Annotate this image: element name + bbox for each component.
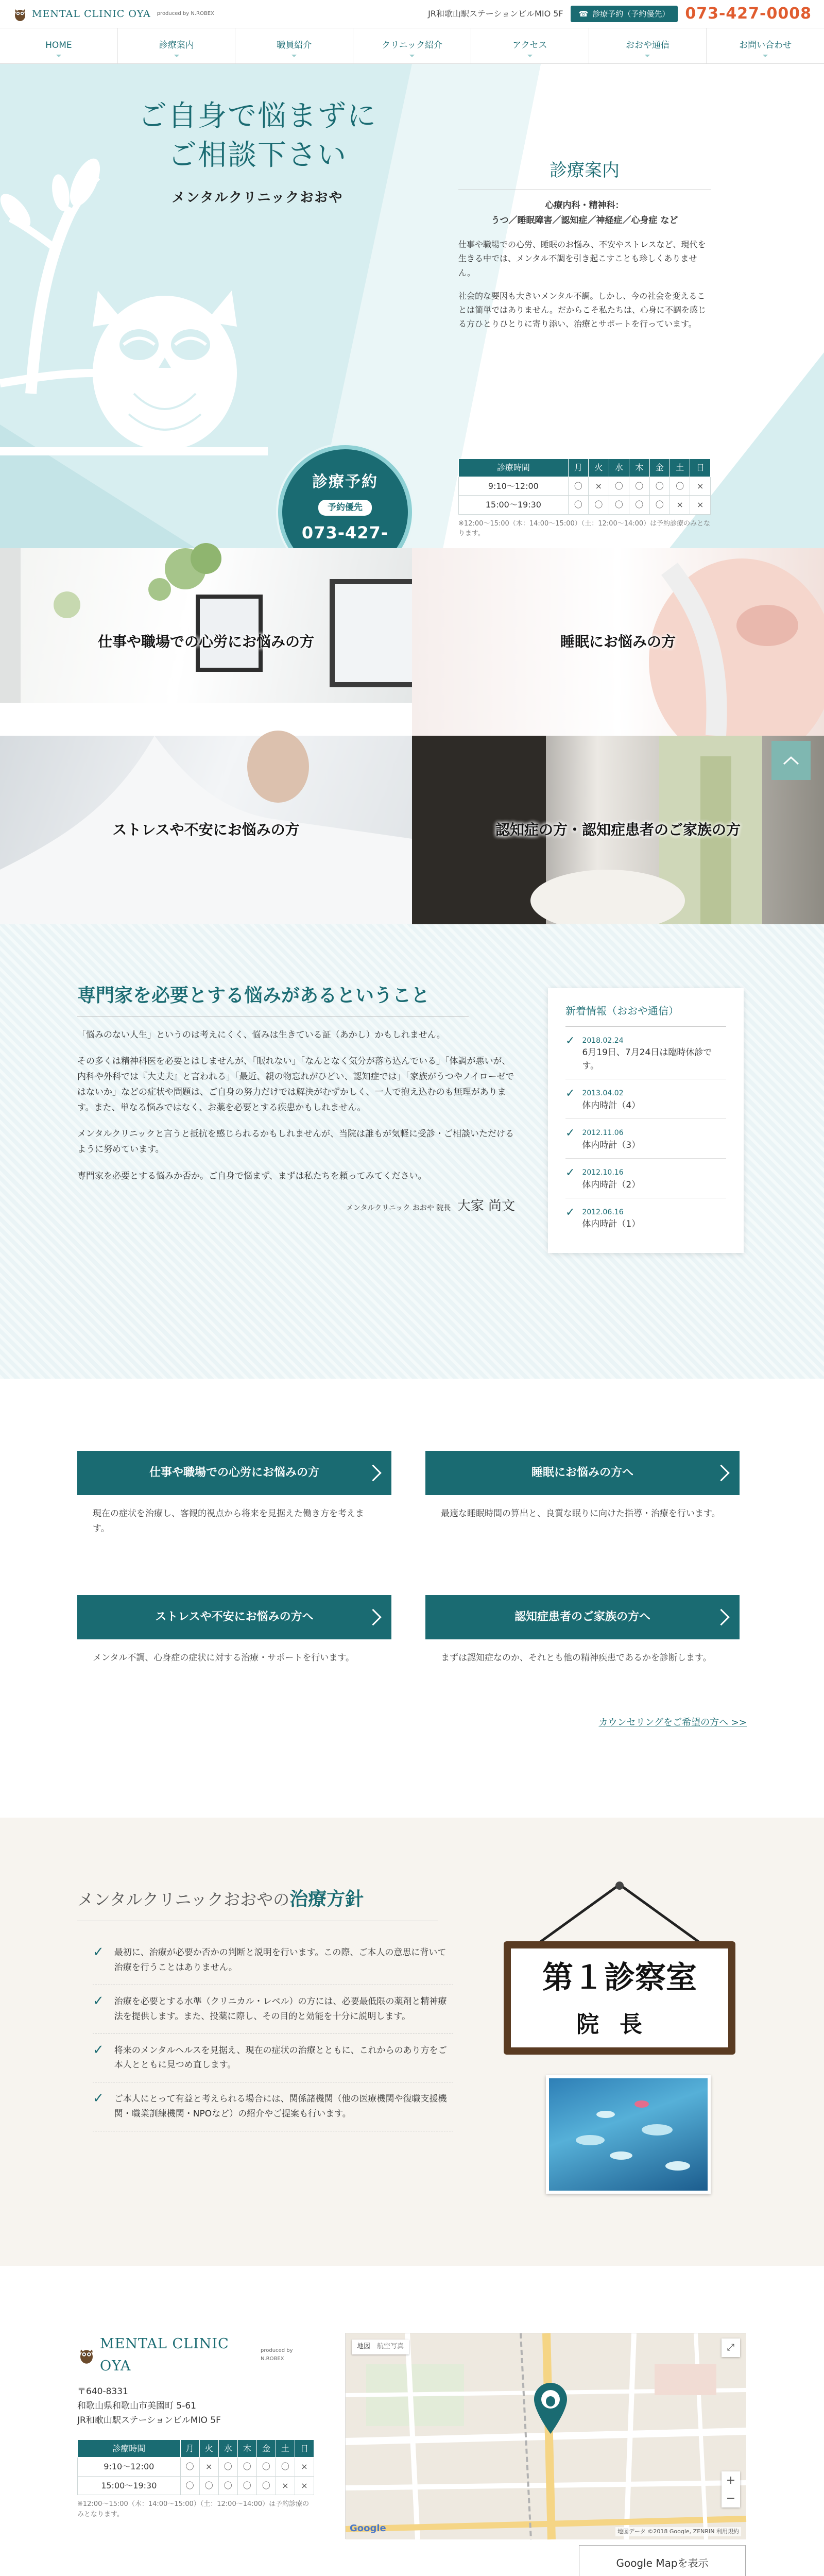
news-text: 体内時計（3）	[582, 1140, 641, 1150]
sign-hanger	[504, 1879, 735, 1946]
concern-photo-grid	[0, 548, 824, 924]
reserve-label: 診療予約（予約優先）	[592, 9, 670, 19]
google-logo: Google	[350, 2523, 386, 2534]
expert-paragraph-1: 「悩みのない人生」というのは考えにくく、悩みは生きている証（あかし）かもしれません。	[77, 1029, 445, 1040]
hours-header: 日	[690, 459, 711, 477]
policy-item	[93, 1985, 453, 2034]
sign-room-text: 第１診察室	[542, 1959, 697, 1996]
policy-text: 治療を必要とする水準（クリニカル・レベル）の方には、必要最低限の薬剤と精神療法を提供します。また、投薬に際し、その目的と効能を十分に説明します。	[114, 1996, 447, 2022]
counseling-link[interactable]: カウンセリングをご希望の方へ >>	[598, 1717, 747, 1728]
category-work	[77, 1451, 391, 1536]
google-map[interactable]	[345, 2333, 746, 2539]
hours-header: 月	[180, 2439, 199, 2458]
category-stress-button[interactable]: ストレスや不安にお悩みの方へ	[77, 1595, 391, 1639]
hours-mark: 〇	[237, 2476, 256, 2495]
director-title: メンタルクリニック おおや 院長	[346, 1204, 451, 1212]
hours-header: 土	[670, 459, 690, 477]
hours-row	[78, 2476, 314, 2495]
news-date: 2018.02.24	[582, 1037, 624, 1045]
hours-header: 水	[218, 2439, 237, 2458]
hero-subtitle: メンタルクリニックおおや	[171, 190, 344, 206]
expert-message	[77, 981, 515, 1217]
footer-address-line1: 和歌山県和歌山市美園町 5-61	[77, 2401, 196, 2412]
photo-sleep[interactable]	[412, 548, 824, 736]
map-type-tabs[interactable]	[352, 2340, 409, 2354]
hours-header: 診療時間	[459, 459, 569, 477]
hours-header: 木	[629, 459, 649, 477]
hours-mark: ×	[670, 496, 690, 515]
site-logo[interactable]	[12, 6, 214, 22]
nav-clinic[interactable]: クリニック紹介	[353, 28, 471, 63]
clinic-info-panel	[458, 157, 711, 331]
reserve-circle-phone: 073-427-	[301, 523, 389, 543]
news-item[interactable]	[565, 1159, 726, 1198]
news-item[interactable]	[565, 1119, 726, 1159]
policy-title	[77, 1885, 438, 1921]
fish-painting	[546, 2075, 711, 2194]
nav-guide[interactable]: 診療案内	[118, 28, 236, 63]
hours-header: 月	[568, 459, 588, 477]
logo-sub: produced by N.ROBEX	[157, 10, 214, 16]
hours-header: 水	[609, 459, 629, 477]
photo-dementia[interactable]	[412, 736, 824, 924]
news-date: 2012.06.16	[582, 1208, 624, 1217]
logo-text: MENTAL CLINIC OYA	[32, 8, 151, 20]
hours-time: 9:10〜12:00	[459, 477, 569, 496]
hours-mark: ×	[690, 477, 711, 496]
director-name: 大家 尚文	[457, 1198, 515, 1214]
hours-mark: ×	[295, 2476, 314, 2495]
policy-text: 最初に、治療が必要か否かの判断と説明を行います。この際、ご本人の意思に背いて治療を行うことはありません。	[114, 1947, 447, 1973]
check-icon: ✓	[93, 2042, 104, 2058]
info-dept-2: うつ／睡眠障害／認知症／神経症／心身症 など	[491, 215, 678, 226]
check-icon: ✓	[565, 1035, 575, 1047]
hours-header-row	[78, 2439, 314, 2458]
hours-row	[78, 2458, 314, 2477]
map-streets	[346, 2333, 746, 2539]
hours-mark: 〇	[180, 2476, 199, 2495]
hours-header-row	[459, 459, 711, 477]
zoom-out-icon[interactable]: −	[726, 2492, 736, 2505]
map-pin-icon	[530, 2380, 571, 2436]
scroll-top-button[interactable]	[771, 741, 811, 780]
hours-header: 診療時間	[78, 2439, 181, 2458]
footer-logo[interactable]	[77, 2333, 314, 2377]
info-text-1: 仕事や職場での心労、睡眠のお悩み、不安やストレスなど、現代を生きる中では、メンタル不調を引き起こすことも珍しくありません。	[458, 240, 706, 278]
category-dementia-button[interactable]: 認知症患者のご家族の方へ	[425, 1595, 740, 1639]
nav-news[interactable]: おおや通信	[589, 28, 707, 63]
hours-mark: 〇	[218, 2458, 237, 2477]
check-icon: ✓	[565, 1127, 575, 1140]
hours-mark: ×	[589, 477, 609, 496]
news-title[interactable]: 新着情報（おおや通信）	[565, 1003, 726, 1027]
hours-time: 15:00〜19:30	[78, 2476, 181, 2495]
hours-mark: 〇	[649, 496, 670, 515]
hours-header: 火	[589, 459, 609, 477]
sign-director-text: 院長	[576, 2011, 663, 2038]
info-dept-1: 心療内科・精神科：	[545, 200, 624, 211]
hours-mark: 〇	[256, 2476, 276, 2495]
expert-title: 専門家を必要とする悩みがあるということ	[77, 981, 469, 1016]
hours-mark: ×	[690, 496, 711, 515]
footer-logo-sub: produced by N.ROBEX	[261, 2348, 293, 2362]
expert-paragraph-2: その多くは精神科医を必要とはしませんが、「眠れない」「なんとなく気分が落ち込んでいる」「体調が悪いが、内科や外科では『大丈夫』と言われる」「最近、親の物忘れがひどい、認知症では」「家族がうつやノイローゼではないか」などの症状や問題は、ご自身の努力だけでは解決がむずかしく、一人で抱え込むのも無理があります。また、単なる悩みではなく、お薬を必要とする疾患かもしれません。	[77, 1056, 514, 1113]
hours-header: 木	[237, 2439, 256, 2458]
hours-mark: ×	[295, 2458, 314, 2477]
phone-icon: ☎	[578, 9, 589, 19]
hours-header: 金	[256, 2439, 276, 2458]
header-address: JR和歌山駅ステーションビルMIO 5F	[428, 9, 563, 19]
hours-time: 9:10〜12:00	[78, 2458, 181, 2477]
hours-header: 日	[295, 2439, 314, 2458]
news-text: 6月19日、7月24日は臨時休診です。	[582, 1047, 712, 1071]
hours-row	[459, 496, 711, 515]
hours-mark: 〇	[218, 2476, 237, 2495]
check-icon: ✓	[93, 1993, 104, 2009]
director-signature	[77, 1196, 515, 1217]
photo-caption-dementia: 認知症の方・認知症患者のご家族の方	[495, 821, 741, 838]
map-tab-map[interactable]: 地図	[357, 2343, 371, 2350]
check-icon: ✓	[565, 1087, 575, 1100]
check-icon: ✓	[565, 1166, 575, 1180]
hours-mark: 〇	[629, 496, 649, 515]
photo-caption-stress: ストレスや不安にお悩みの方	[112, 821, 300, 838]
expert-paragraph-4: 専門家を必要とする悩みか否か。ご自身で悩まず、まずは私たちを頼ってみてください。	[77, 1171, 427, 1181]
header-contact	[428, 2, 812, 26]
hours-header: 金	[649, 459, 670, 477]
hours-mark: ×	[276, 2476, 295, 2495]
category-dementia-desc: まずは認知症なのか、それとも他の精神疾患であるかを診断します。	[441, 1653, 712, 1663]
policy-list	[93, 1936, 453, 2131]
hours-header: 火	[199, 2439, 218, 2458]
hours-mark: 〇	[199, 2476, 218, 2495]
hours-mark: 〇	[670, 477, 690, 496]
hours-mark: 〇	[589, 496, 609, 515]
nav-access[interactable]: アクセス	[471, 28, 589, 63]
header-phone[interactable]: 073-427-0008	[685, 5, 812, 23]
expert-section	[0, 924, 824, 1379]
expert-paragraph-3: メンタルクリニックと言うと抵抗を感じられるかもしれませんが、当院は誰もが気軽に受診・ご相談いただけるように努めています。	[77, 1129, 514, 1155]
consultation-room-sign	[504, 1941, 735, 2055]
policy-item	[93, 2034, 453, 2083]
owl-logo-icon	[12, 6, 28, 22]
hours-mark: 〇	[629, 477, 649, 496]
news-text: 体内時計（2）	[582, 1179, 641, 1190]
photo-caption-sleep: 睡眠にお悩みの方	[560, 633, 676, 650]
hero-title-line1: ご自身で悩まずに	[138, 99, 377, 133]
check-icon: ✓	[565, 1206, 575, 1219]
hours-mark: 〇	[256, 2458, 276, 2477]
policy-title-em: 治療方針	[289, 1889, 364, 1910]
news-item[interactable]	[565, 1027, 726, 1079]
news-text: 体内時計（4）	[582, 1100, 641, 1111]
hours-time: 15:00〜19:30	[459, 496, 569, 515]
hero-title-line2: ご相談下さい	[168, 138, 347, 172]
news-text: 体内時計（1）	[582, 1219, 641, 1230]
hours-mark: 〇	[609, 477, 629, 496]
policy-text: ご本人にとって有益と考えられる場合には、関係諸機関（他の医療機関や復職支援機関・職業訓練機関・NPOなど）の紹介やご提案も行います。	[114, 2094, 447, 2120]
expert-body	[77, 1028, 515, 1184]
news-item[interactable]	[565, 1079, 726, 1119]
news-date: 2012.11.06	[582, 1129, 624, 1138]
category-stress	[77, 1595, 391, 1666]
footer-hours-block	[77, 2439, 314, 2520]
hours-mark: 〇	[568, 477, 588, 496]
hero-section	[0, 64, 824, 548]
hours-mark: 〇	[649, 477, 670, 496]
policy-section	[0, 1818, 824, 2266]
hours-header: 土	[276, 2439, 295, 2458]
footer-logo-text: MENTAL CLINIC OYA	[100, 2336, 229, 2375]
sign-inner	[511, 1948, 728, 2047]
hours-note: ※12:00〜15:00（木：14:00〜15:00）（土：12:00〜14:00）は予約診療のみとなります。	[458, 519, 711, 538]
news-date: 2013.04.02	[582, 1089, 624, 1098]
map-fullscreen-icon[interactable]: ⤢	[722, 2338, 740, 2357]
footer-info-section	[0, 2266, 824, 2576]
map-zoom-control[interactable]	[722, 2471, 740, 2507]
check-icon: ✓	[93, 1944, 104, 1960]
hours-mark: 〇	[609, 496, 629, 515]
consultation-room-image	[504, 1879, 735, 2189]
zoom-in-icon[interactable]: +	[726, 2474, 736, 2487]
nav-contact[interactable]: お問い合わせ	[707, 28, 824, 63]
category-sleep	[425, 1451, 740, 1521]
main-nav	[0, 28, 824, 64]
top-header	[0, 0, 824, 28]
category-section	[0, 1379, 824, 1818]
open-google-map-button[interactable]: Google Mapを表示	[579, 2545, 746, 2576]
chevron-up-icon	[782, 755, 800, 766]
map-credit: 地図データ ©2018 Google, ZENRIN 利用規約	[615, 2527, 741, 2536]
hours-mark: ×	[199, 2458, 218, 2477]
hours-mark: 〇	[568, 496, 588, 515]
category-dementia	[425, 1595, 740, 1666]
fish-painting-art	[549, 2078, 708, 2191]
photo-caption-work: 仕事や職場での心労にお悩みの方	[97, 633, 314, 650]
reserve-circle-pill: 予約優先	[318, 500, 372, 516]
policy-item	[93, 1936, 453, 1985]
hours-mark: 〇	[276, 2458, 295, 2477]
info-text-2: 社会的な要因も大きいメンタル不調。しかし、今の社会を変えることは簡単ではありません。だからこそ私たちは、心身に不調を感じる方ひとりひとりに寄り添い、治療とサポートを行っています。	[458, 291, 706, 329]
nav-staff[interactable]: 職員紹介	[235, 28, 353, 63]
info-title: 診療案内	[458, 157, 711, 190]
category-work-button[interactable]: 仕事や職場での心労にお悩みの方	[77, 1451, 391, 1495]
category-sleep-button[interactable]: 睡眠にお悩みの方へ	[425, 1451, 740, 1495]
footer-zip: 〒640-8331	[77, 2386, 128, 2397]
map-tab-satellite[interactable]: 航空写真	[377, 2343, 404, 2350]
owl-logo-icon	[77, 2346, 96, 2364]
hero-hours-block	[458, 459, 711, 539]
news-date: 2012.10.16	[582, 1168, 624, 1177]
category-work-desc: 現在の症状を治療し、客観的視点から将来を見据えた働き方を考えます。	[93, 1509, 364, 1534]
policy-item	[93, 2082, 453, 2131]
reserve-button[interactable]	[571, 6, 678, 22]
nav-home[interactable]: HOME	[0, 28, 118, 63]
news-item[interactable]	[565, 1198, 726, 1238]
footer-address	[77, 2384, 314, 2428]
category-sleep-desc: 最適な睡眠時間の算出と、良質な眠りに向けた指導・治療を行います。	[441, 1509, 720, 1519]
hours-row	[459, 477, 711, 496]
info-departments	[458, 198, 711, 228]
hours-mark: 〇	[180, 2458, 199, 2477]
policy-title-pre: メンタルクリニックおおやの	[77, 1890, 290, 1909]
policy-text: 将来のメンタルヘルスを見据え、現在の症状の治療とともに、これからのあり方をご本人とともに見つめ直します。	[114, 2045, 447, 2071]
footer-clinic-info	[77, 2333, 314, 2519]
footer-address-line2: JR和歌山駅ステーションビルMIO 5F	[77, 2415, 221, 2426]
news-panel	[548, 988, 744, 1253]
hours-mark: 〇	[237, 2458, 256, 2477]
footer-hours-table	[77, 2439, 314, 2496]
hero-title	[129, 97, 386, 175]
hours-table	[458, 459, 711, 515]
check-icon: ✓	[93, 2091, 104, 2107]
footer-hours-note: ※12:00〜15:00（木：14:00〜15:00）（土：12:00〜14:00）は予約診療のみとなります。	[77, 2500, 310, 2518]
reserve-circle-title: 診療予約	[312, 473, 378, 491]
category-stress-desc: メンタル不調、心身症の症状に対する治療・サポートを行います。	[93, 1653, 354, 1663]
photo-work[interactable]	[0, 548, 412, 736]
photo-stress[interactable]	[0, 736, 412, 924]
